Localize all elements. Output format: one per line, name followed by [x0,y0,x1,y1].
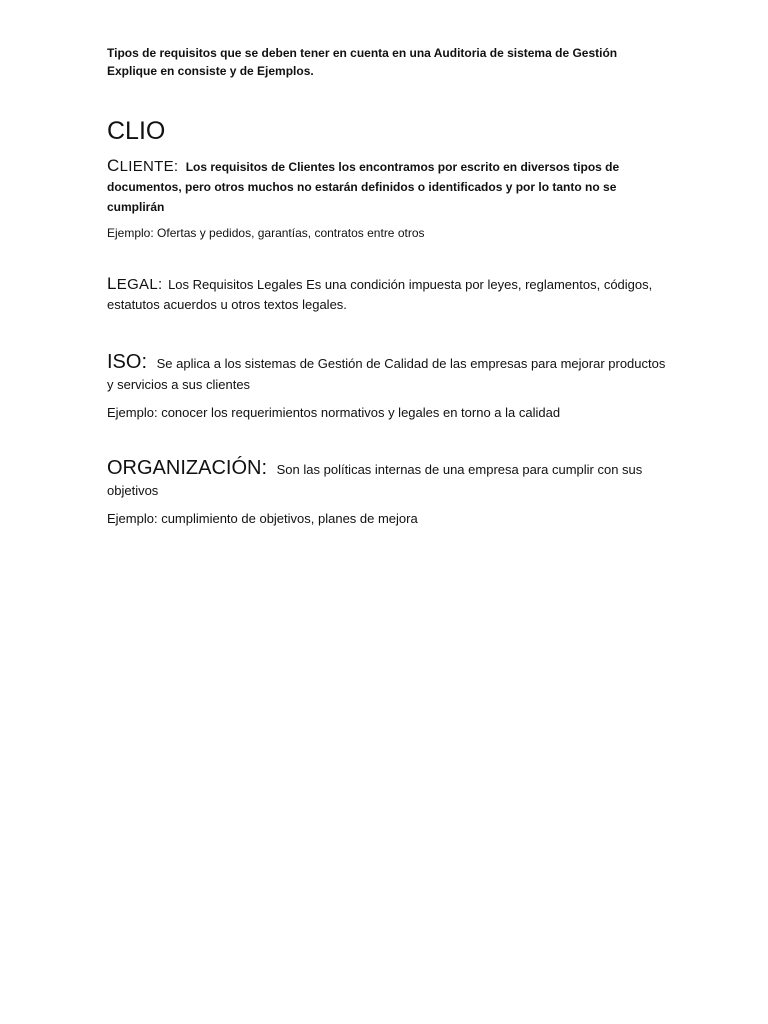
organizacion-text: Son las políticas internas de una empresa para cumplir con sus objetivos [107,462,643,498]
section-legal [107,274,667,315]
cliente-text: Los requisitos de Clientes los encontramos por escrito en diversos tipos de documentos, pero otros muchos no estarán definidos o identificados y por lo tanto no se cumplirán [107,160,620,214]
legal-definition [107,274,667,315]
organizacion-definition [107,456,667,501]
iso-text: Se aplica a los sistemas de Gestión de Calidad de las empresas para mejorar productos y servicios a sus clientes [107,356,666,392]
legal-heading-initial: L [107,274,117,293]
intro-line-1: Tipos de requisitos que se deben tener en cuenta en una Auditoria de sistema de Gestión [107,46,618,60]
intro-line-2: Explique en consiste y de Ejemplos. [107,64,314,78]
legal-heading [107,276,162,293]
document-page [107,44,667,529]
iso-definition [107,350,667,395]
intro-question [107,44,667,80]
organizacion-example: Ejemplo: cumplimiento de objetivos, planes de mejora [107,511,418,526]
section-organizacion [107,456,667,529]
cliente-heading-rest: LIENTE: [119,158,179,175]
cliente-example: Ejemplo: Ofertas y pedidos, garantías, contratos entre otros [107,226,425,240]
cliente-definition [107,156,667,217]
organizacion-heading: ORGANIZACIÓN: [107,457,268,479]
section-cliente [107,156,667,242]
iso-heading: ISO: [107,351,148,373]
cliente-heading-initial: C [107,156,120,175]
document-title: CLIO [107,117,166,145]
legal-text: Los Requisitos Legales Es una condición impuesta por leyes, reglamentos, códigos, estatutos acuerdos u otros textos legales. [107,277,653,312]
cliente-heading [107,158,178,175]
legal-heading-rest: EGAL: [116,276,163,293]
section-iso [107,350,667,423]
iso-example: Ejemplo: conocer los requerimientos normativos y legales en torno a la calidad [107,405,561,420]
